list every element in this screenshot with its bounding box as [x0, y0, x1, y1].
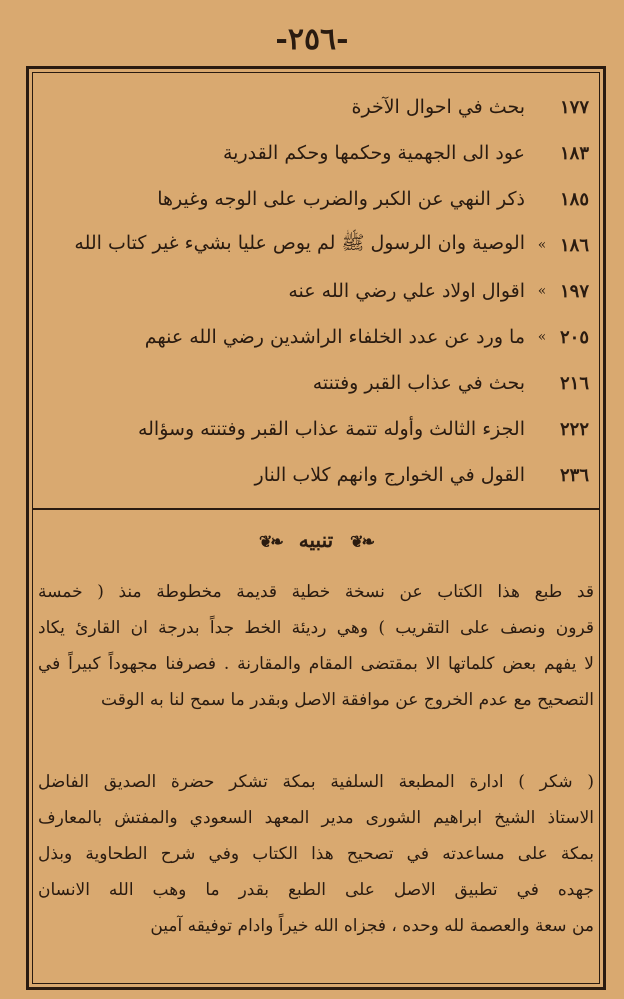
toc-page-number: ١٩٧	[559, 280, 589, 302]
toc-entry	[44, 452, 589, 498]
thanks-line: الاستاذ الشيخ ابراهيم الشورى مدير المعهد السعودي والمفتش بالمعارف	[38, 808, 594, 828]
ornament-icon: ❧❦	[350, 532, 373, 551]
thanks-line: من سعة والعصمة لله وحده ، فجزاه الله خيراً وادام توفيقه آمين	[150, 916, 594, 936]
toc-page-number: ١٧٧	[559, 96, 589, 118]
toc-page-number: ١٨٦	[559, 234, 589, 256]
toc-entry	[44, 406, 589, 452]
toc-page-number: ١٨٣	[559, 142, 589, 164]
notice-line: التصحيح مع عدم الخروج عن موافقة الاصل وبقدر ما سمح لنا به الوقت	[101, 690, 594, 710]
ornament-icon: ❧❦	[259, 532, 282, 551]
toc-title: الوصية وان الرسول ﷺ لم يوص عليا بشيء غير كتاب الله	[74, 232, 525, 254]
toc-page-number: ٢٢٢	[559, 418, 589, 440]
toc-entry	[44, 268, 589, 314]
toc-title: بحث في عذاب القبر وفتنته	[312, 372, 525, 394]
toc-title: اقوال اولاد علي رضي الله عنه	[288, 280, 525, 302]
toc-page-number: ٢١٦	[559, 372, 589, 394]
toc-page-number: ١٨٥	[559, 188, 589, 210]
toc-title: القول في الخوارج وانهم كلاب النار	[254, 464, 525, 486]
toc-title: بحث في احوال الآخرة	[351, 96, 525, 118]
toc-title: عود الى الجهمية وحكمها وحكم القدرية	[222, 142, 525, 164]
table-of-contents	[44, 84, 589, 498]
notice-heading	[32, 528, 600, 552]
notice-heading-text: تنبيه	[298, 528, 334, 552]
toc-entry	[44, 222, 589, 268]
thanks-line: ( شكر ) ادارة المطبعة السلفية بمكة تشكر حضرة الصديق الفاضل	[38, 772, 594, 792]
thanks-line: بمكة على مساعدته في تصحيح هذا الكتاب وفي شرح الطحاوية وبذل	[38, 844, 594, 864]
notice-line: قد طبع هذا الكتاب عن نسخة خطية قديمة مخطوطة منذ ( خمسة	[38, 582, 594, 602]
toc-ditto-mark: »	[537, 283, 547, 299]
notice-line: لا يفهم بعض كلماتها الا بمقتضى المقام والمقارنة . فصرفنا مجهوداً كبيراً في	[38, 654, 594, 674]
toc-ditto-mark: »	[537, 237, 547, 253]
toc-title: ذكر النهي عن الكبر والضرب على الوجه وغيرها	[157, 188, 525, 210]
toc-title: الجزء الثالث وأوله تتمة عذاب القبر وفتنته وسؤاله	[137, 418, 525, 440]
toc-page-number: ٢٠٥	[559, 326, 589, 348]
toc-ditto-mark: »	[537, 329, 547, 345]
toc-entry	[44, 176, 589, 222]
page-number: -٢٥٦-	[275, 22, 349, 57]
notice-paragraph	[38, 574, 594, 718]
thanks-line: جهده في تطبيق الاصل على الطبع بقدر ما وهب الله الانسان	[38, 880, 594, 900]
toc-title: ما ورد عن عدد الخلفاء الراشدين رضي الله عنهم	[144, 326, 525, 348]
notice-line: قرون ونصف على التقريب ) وهي رديئة الخط جداً بدرجة ان القارئ يكاد	[38, 618, 594, 638]
toc-entry	[44, 84, 589, 130]
toc-page-number: ٢٣٦	[559, 464, 589, 486]
toc-entry	[44, 360, 589, 406]
toc-entry	[44, 130, 589, 176]
toc-entry	[44, 314, 589, 360]
section-divider	[32, 508, 600, 510]
thanks-paragraph	[38, 764, 594, 944]
